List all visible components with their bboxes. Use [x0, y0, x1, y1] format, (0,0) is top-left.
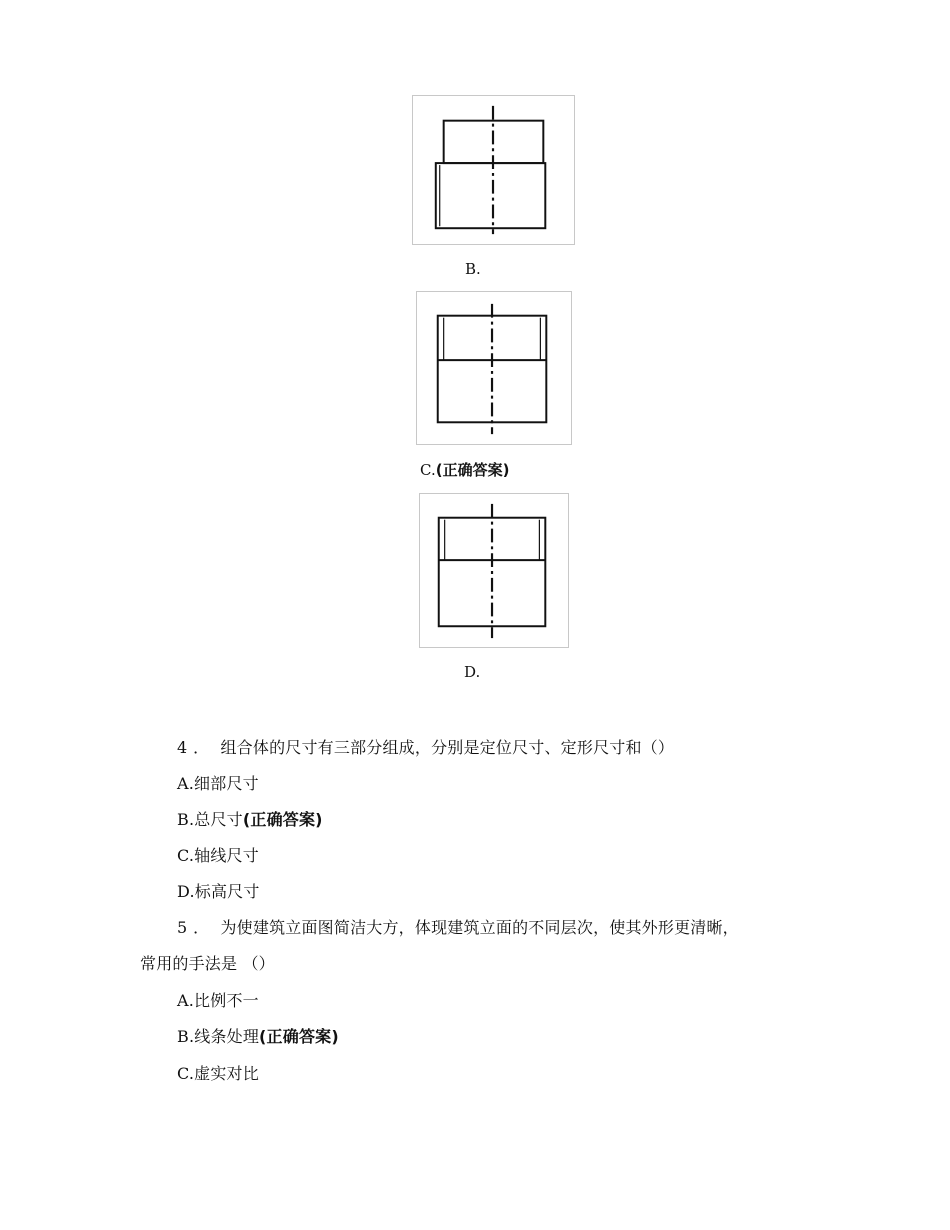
- question-text-line1: 为使建筑立面图简洁大方，体现建筑立面的不同层次，使其外形更清晰，: [220, 918, 739, 937]
- figure-option-d: [419, 493, 569, 648]
- option-4d: D.标高尺寸: [177, 882, 260, 901]
- option-5b: B.线条处理(正确答案): [177, 1027, 339, 1046]
- question-number: 5．: [177, 918, 216, 937]
- caption-option-d: D.: [464, 663, 481, 681]
- question-text-line2: 常用的手法是 （）: [140, 954, 275, 973]
- question-4: [177, 735, 674, 758]
- correct-answer-mark: (正确答案): [259, 1027, 339, 1046]
- drawing-option-c: [417, 292, 571, 444]
- option-4b: B.总尺寸(正确答案): [177, 810, 323, 829]
- figure-option-c: [416, 291, 572, 445]
- figure-option-b: [412, 95, 575, 245]
- caption-option-b: B.: [465, 260, 481, 278]
- question-number: 4．: [177, 738, 216, 757]
- correct-answer-mark: (正确答案): [435, 461, 510, 479]
- question-5-continued: [140, 951, 275, 974]
- caption-option-c: C.(正确答案): [420, 461, 510, 479]
- option-4c: C.轴线尺寸: [177, 846, 259, 865]
- option-4a: A.细部尺寸: [177, 774, 259, 793]
- question-5: [177, 915, 739, 938]
- option-5a: A.比例不一: [177, 991, 259, 1010]
- option-5c: C.虚实对比: [177, 1064, 259, 1083]
- drawing-option-d: [420, 494, 568, 647]
- question-text: 组合体的尺寸有三部分组成，分别是定位尺寸、定形尺寸和（）: [220, 738, 675, 757]
- correct-answer-mark: (正确答案): [242, 810, 323, 829]
- drawing-option-b: [413, 96, 574, 244]
